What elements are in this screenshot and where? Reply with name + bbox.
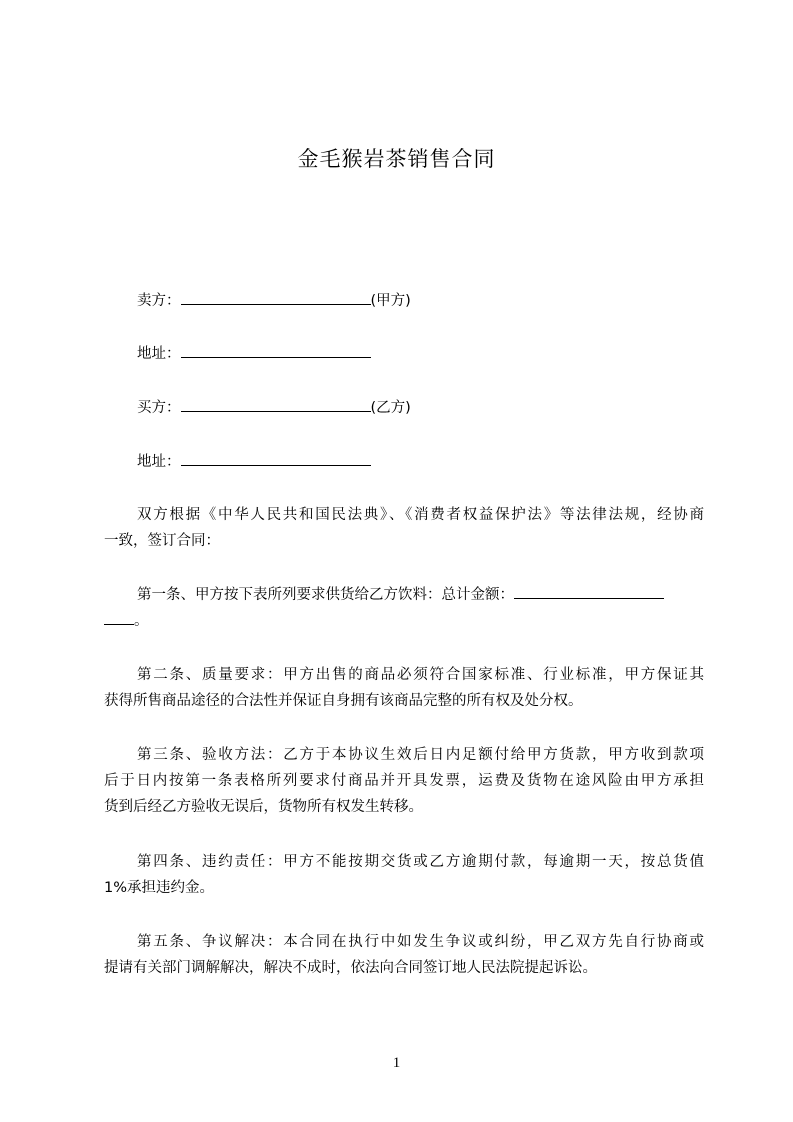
- article-5-paragraph: [104, 929, 704, 981]
- seller-address-blank: [181, 343, 371, 358]
- paragraph-line: 第四条、违约责任：甲方不能按期交货或乙方逾期付款，每逾期一天，按总货值: [137, 854, 704, 870]
- buyer-field: [137, 397, 411, 418]
- paragraph-line: 第三条、验收方法：乙方于本协议生效后日内足额付给甲方货款，甲方收到款项: [137, 747, 704, 763]
- paragraph-line: 第二条、质量要求：甲方出售的商品必须符合国家标准、行业标准，甲方保证其: [137, 667, 704, 683]
- seller-address-label: 地址：: [137, 346, 181, 362]
- buyer-address-blank: [181, 451, 371, 466]
- total-amount-blank-cont: [104, 610, 134, 625]
- paragraph-line: 一致，签订合同：: [104, 533, 220, 549]
- paragraph-line: 获得所售商品途径的合法性并保证自身拥有该商品完整的所有权及处分权。: [104, 693, 583, 709]
- article-3-paragraph: [104, 742, 704, 820]
- buyer-label: 买方：: [137, 400, 181, 416]
- buyer-address-label: 地址：: [137, 454, 181, 470]
- buyer-blank: [181, 397, 371, 412]
- paragraph-line: 第五条、争议解决：本合同在执行中如发生争议或纠纷，甲乙双方先自行协商或: [137, 934, 704, 950]
- buyer-suffix: (乙方): [370, 400, 411, 416]
- paragraph-line: 1%承担违约金。: [104, 880, 215, 896]
- page-number: 1: [392, 1055, 401, 1071]
- article-2-paragraph: [104, 662, 704, 714]
- article-1-paragraph: [104, 582, 704, 634]
- seller-field: [137, 290, 411, 311]
- document-title: 金毛猴岩茶销售合同: [297, 147, 496, 171]
- total-amount-blank: [514, 584, 664, 599]
- preamble-paragraph: [104, 502, 704, 554]
- article-4-paragraph: [104, 849, 704, 901]
- paragraph-line: [104, 608, 704, 634]
- seller-blank: [181, 290, 371, 305]
- seller-suffix: (甲方): [370, 293, 411, 309]
- article-1-text: 第一条、甲方按下表所列要求供货给乙方饮料：总计金额：: [137, 587, 514, 603]
- paragraph-line: [104, 582, 704, 608]
- paragraph-line: 货到后经乙方验收无误后，货物所有权发生转移。: [104, 799, 423, 815]
- paragraph-line: 提请有关部门调解解决，解决不成时，依法向合同签订地人民法院提起诉讼。: [104, 960, 597, 976]
- seller-address-field: [137, 343, 371, 364]
- paragraph-line: 双方根据《中华人民共和国民法典》、《消费者权益保护法》等法律法规，经协商: [137, 507, 704, 523]
- seller-label: 卖方：: [137, 293, 181, 309]
- buyer-address-field: [137, 451, 371, 472]
- paragraph-line: 后于日内按第一条表格所列要求付商品并开具发票，运费及货物在途风险由甲方承担: [104, 773, 704, 789]
- article-1-end: 。: [134, 613, 149, 629]
